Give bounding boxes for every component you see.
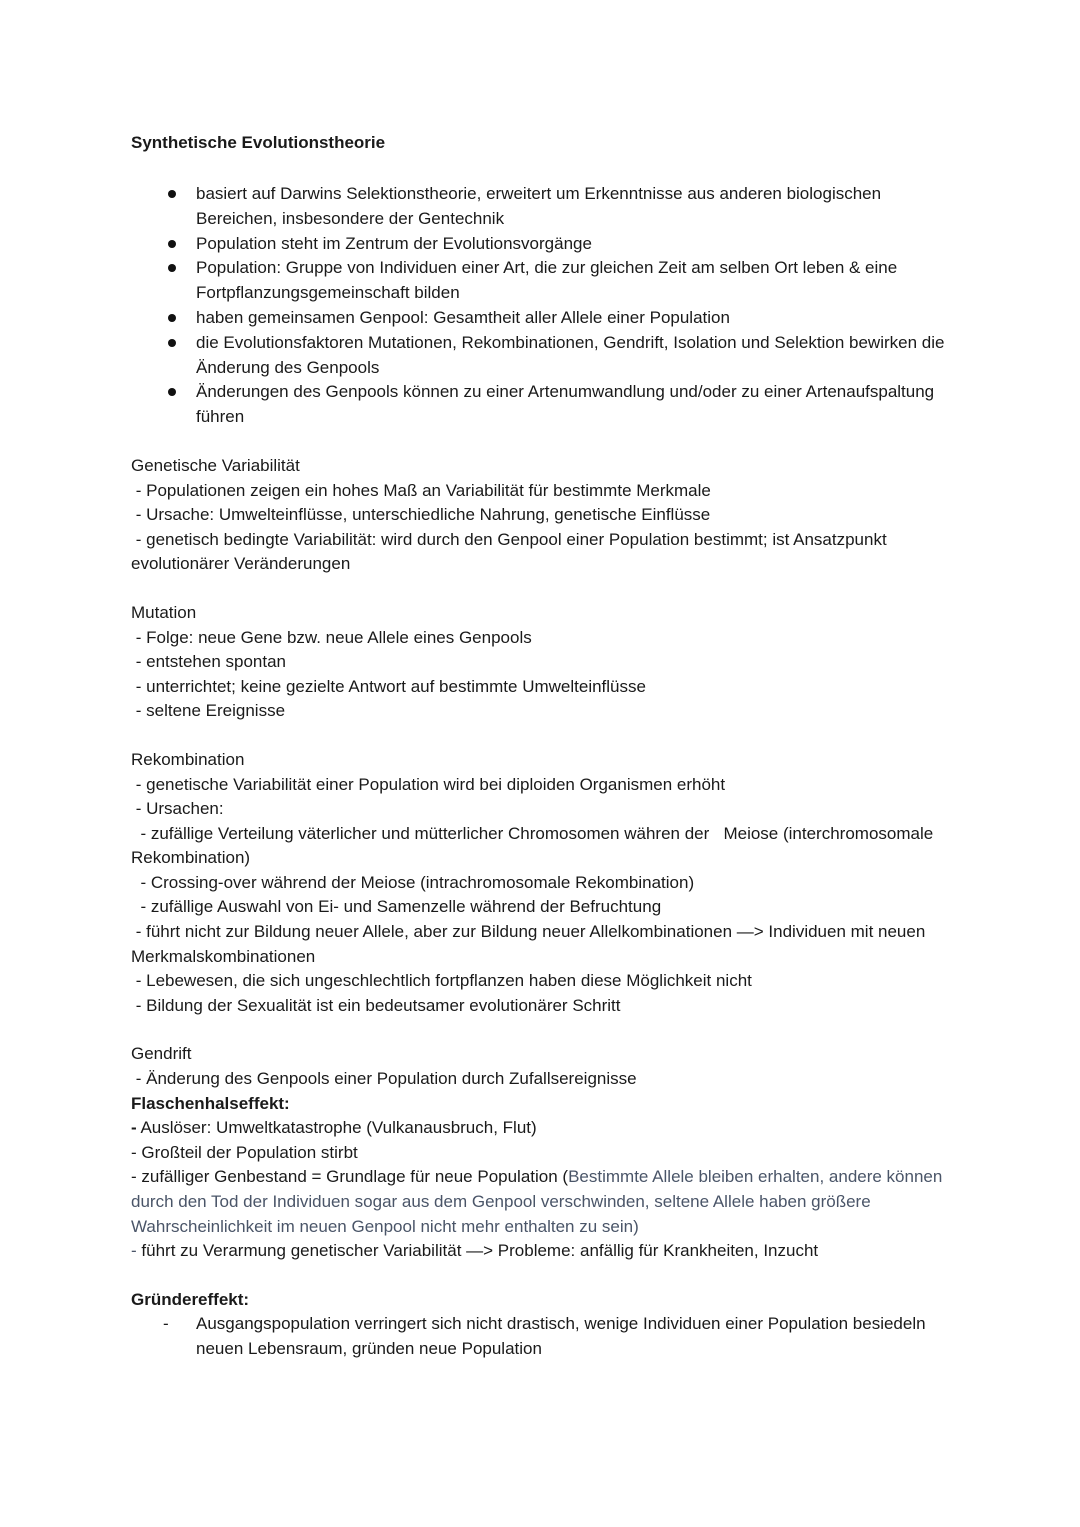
- dash-list: [131, 1312, 951, 1361]
- text-line: [131, 1116, 951, 1141]
- section-genetische-variabilitaet: [131, 454, 951, 577]
- line-text: - zufälliger Genbestand = Grundlage für neue Population (: [131, 1167, 569, 1187]
- note-text: Bestimmte Allele bleiben erhalten, andere können durch den Tod der Individuen sogar aus dem Genpool verschwinden, seltene Allele haben größere Wahrscheinlichkeit im neuen Genpool nicht mehr enthalten zu sein): [131, 1167, 948, 1236]
- subsection-heading-flaschenhalseffekt: Flaschenhalseffekt:: [131, 1093, 290, 1113]
- text-line: - unterrichtet; keine gezielte Antwort auf bestimmte Umwelteinflüsse: [131, 676, 646, 696]
- text-line: - entstehen spontan: [131, 652, 287, 672]
- line-text: führt zu Verarmung genetischer Variabilität —> Probleme: anfällig für Krankheiten, Inzucht: [136, 1241, 819, 1261]
- section-gruendereffekt: [131, 1288, 951, 1362]
- section-heading: Gendrift: [131, 1044, 192, 1064]
- text-line: - Lebewesen, die sich ungeschlechtlich fortpflanzen haben diese Möglichkeit nicht: [131, 971, 752, 991]
- text-line: - Bildung der Sexualität ist ein bedeutsamer evolutionärer Schritt: [131, 995, 621, 1015]
- line-text: Auslöser: Umweltkatastrophe (Vulkanausbruch, Flut): [136, 1118, 537, 1138]
- section-heading: Gründereffekt:: [131, 1289, 250, 1309]
- document-page: [131, 130, 951, 1362]
- bullet-item: die Evolutionsfaktoren Mutationen, Rekombinationen, Gendrift, Isolation und Selektion bewirken die Änderung des Genpools: [131, 331, 951, 381]
- dash-marker: -: [131, 1241, 137, 1261]
- text-line: [131, 1239, 951, 1264]
- text-line: - Großteil der Population stirbt: [131, 1142, 358, 1162]
- text-line: - Populationen zeigen ein hohes Maß an Variabilität für bestimmte Merkmale: [131, 480, 711, 500]
- text-line: - zufällige Auswahl von Ei- und Samenzelle während der Befruchtung: [131, 897, 662, 917]
- text-line: - genetische Variabilität einer Population wird bei diploiden Organismen erhöht: [131, 774, 726, 794]
- bullet-item: Änderungen des Genpools können zu einer Artenumwandlung und/oder zu einer Artenaufspaltung führen: [131, 380, 951, 430]
- text-line: - genetisch bedingte Variabilität: wird durch den Genpool einer Population bestimmt; ist Ansatzpunkt evolutionärer Veränderungen: [131, 529, 892, 574]
- text-line: [131, 1165, 951, 1239]
- section-heading: Mutation: [131, 602, 197, 622]
- document-title: Synthetische Evolutionstheorie: [131, 133, 386, 152]
- bullet-item: haben gemeinsamen Genpool: Gesamtheit aller Allele einer Population: [131, 306, 951, 331]
- text-line: - Crossing-over während der Meiose (intrachromosomale Rekombination): [131, 872, 695, 892]
- section-heading: Rekombination: [131, 749, 245, 769]
- section-mutation: [131, 601, 951, 724]
- bullet-item: Population steht im Zentrum der Evolutionsvorgänge: [131, 232, 951, 257]
- text-line: - Folge: neue Gene bzw. neue Allele eines Genpools: [131, 627, 532, 647]
- dash-marker: -: [131, 1118, 137, 1138]
- section-rekombination: [131, 748, 951, 1019]
- intro-bullet-list: [131, 182, 951, 430]
- text-line: - zufällige Verteilung väterlicher und mütterlicher Chromosomen währen der Meiose (interchromosomale Rekombination): [131, 823, 938, 868]
- list-item: - Ausgangspopulation verringert sich nicht drastisch, wenige Individuen einer Population besiedeln neuen Lebensraum, gründen neue Population: [131, 1312, 951, 1361]
- text-line: - Ursachen:: [131, 799, 224, 819]
- text-line: - seltene Ereignisse: [131, 701, 286, 721]
- section-gendrift: [131, 1042, 951, 1263]
- bullet-item: Population: Gruppe von Individuen einer Art, die zur gleichen Zeit am selben Ort leben & eine Fortpflanzungsgemeinschaft bilden: [131, 256, 951, 306]
- text-line: - Ursache: Umwelteinflüsse, unterschiedliche Nahrung, genetische Einflüsse: [131, 505, 711, 525]
- bullet-item: basiert auf Darwins Selektionstheorie, erweitert um Erkenntnisse aus anderen biologischen Bereichen, insbesondere der Gentechnik: [131, 182, 951, 232]
- text-line: - führt nicht zur Bildung neuer Allele, aber zur Bildung neuer Allelkombinationen —> Individuen mit neuen Merkmalskombinationen: [131, 922, 931, 966]
- section-heading: Genetische Variabilität: [131, 455, 300, 475]
- text-line: - Änderung des Genpools einer Population durch Zufallsereignisse: [131, 1069, 637, 1089]
